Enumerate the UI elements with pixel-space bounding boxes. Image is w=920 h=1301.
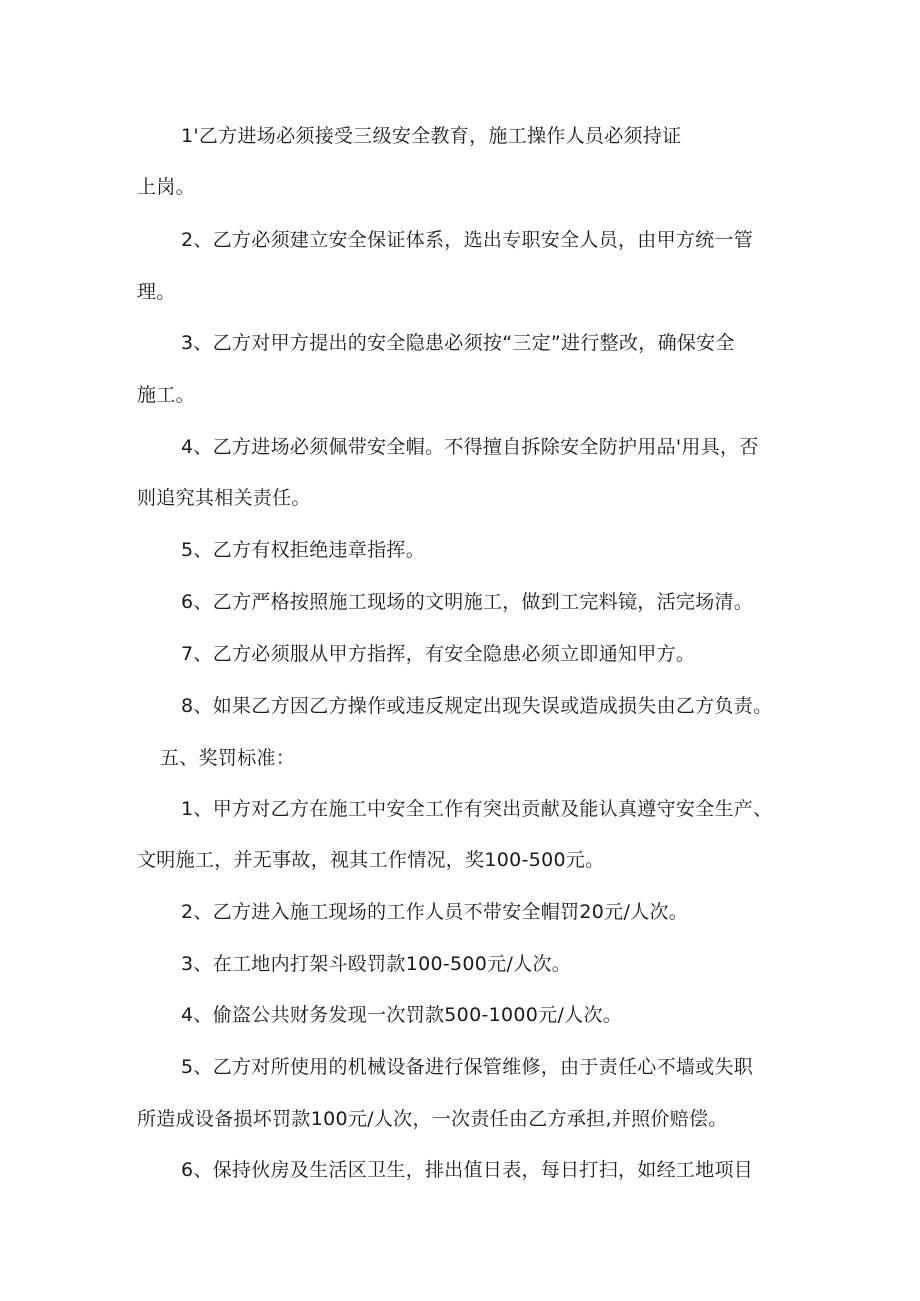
reward-1-line-1: 1、甲方对乙方在施工中安全工作有突出贡献及能认真遵守安全生产、 <box>181 798 773 820</box>
clause-4-line-2: 则追究其相关责任。 <box>137 487 311 509</box>
clause-4-line-1: 4、乙方进场必须佩带安全帽。不得擅自拆除安全防护用品'用具，否 <box>181 436 759 458</box>
clause-8: 8、如果乙方因乙方操作或违反规定出现失误或造成损失由乙方负责。 <box>181 695 773 717</box>
clause-6: 6、乙方严格按照施工现场的文明施工，做到工完料镜，活完场清。 <box>181 591 754 613</box>
clause-1-line-2: 上岗。 <box>137 176 195 198</box>
clause-2-line-1: 2、乙方必须建立安全保证体系，选出专职安全人员，由甲方统一管 <box>181 229 754 251</box>
clause-2-line-2: 理。 <box>137 281 176 303</box>
clause-1-line-1: 1'乙方进场必须接受三级安全教育，施工操作人员必须持证 <box>181 125 682 147</box>
section-heading: 五、奖罚标准： <box>160 747 296 769</box>
reward-1-line-2: 文明施工，并无事故，视其工作情况，奖100-500元。 <box>137 849 605 871</box>
penalty-5-line-1: 5、乙方对所使用的机械设备进行保管维修，由于责任心不墙或失职 <box>181 1056 754 1078</box>
clause-3-line-2: 施工。 <box>137 384 195 406</box>
penalty-6-line-1: 6、保持伙房及生活区卫生，排出值日表，每日打扫，如经工地项目 <box>181 1159 754 1181</box>
clause-3-line-1: 3、乙方对甲方提出的安全隐患必须按“三定”进行整改，确保安全 <box>181 332 735 354</box>
penalty-4: 4、偷盗公共财务发现一次罚款500-1000元/人次。 <box>181 1004 623 1026</box>
clause-5: 5、乙方有权拒绝违章指挥。 <box>181 539 425 561</box>
penalty-3: 3、在工地内打架斗殴罚款100-500元/人次。 <box>181 953 572 975</box>
clause-7: 7、乙方必须服从甲方指挥，有安全隐患必须立即通知甲方。 <box>181 643 696 665</box>
penalty-2: 2、乙方进入施工现场的工作人员不带安全帽罚20元/人次。 <box>181 901 689 923</box>
penalty-5-line-2: 所造成设备损坏罚款100元/人次，一次责任由乙方承担,并照价赔偿。 <box>137 1108 728 1130</box>
